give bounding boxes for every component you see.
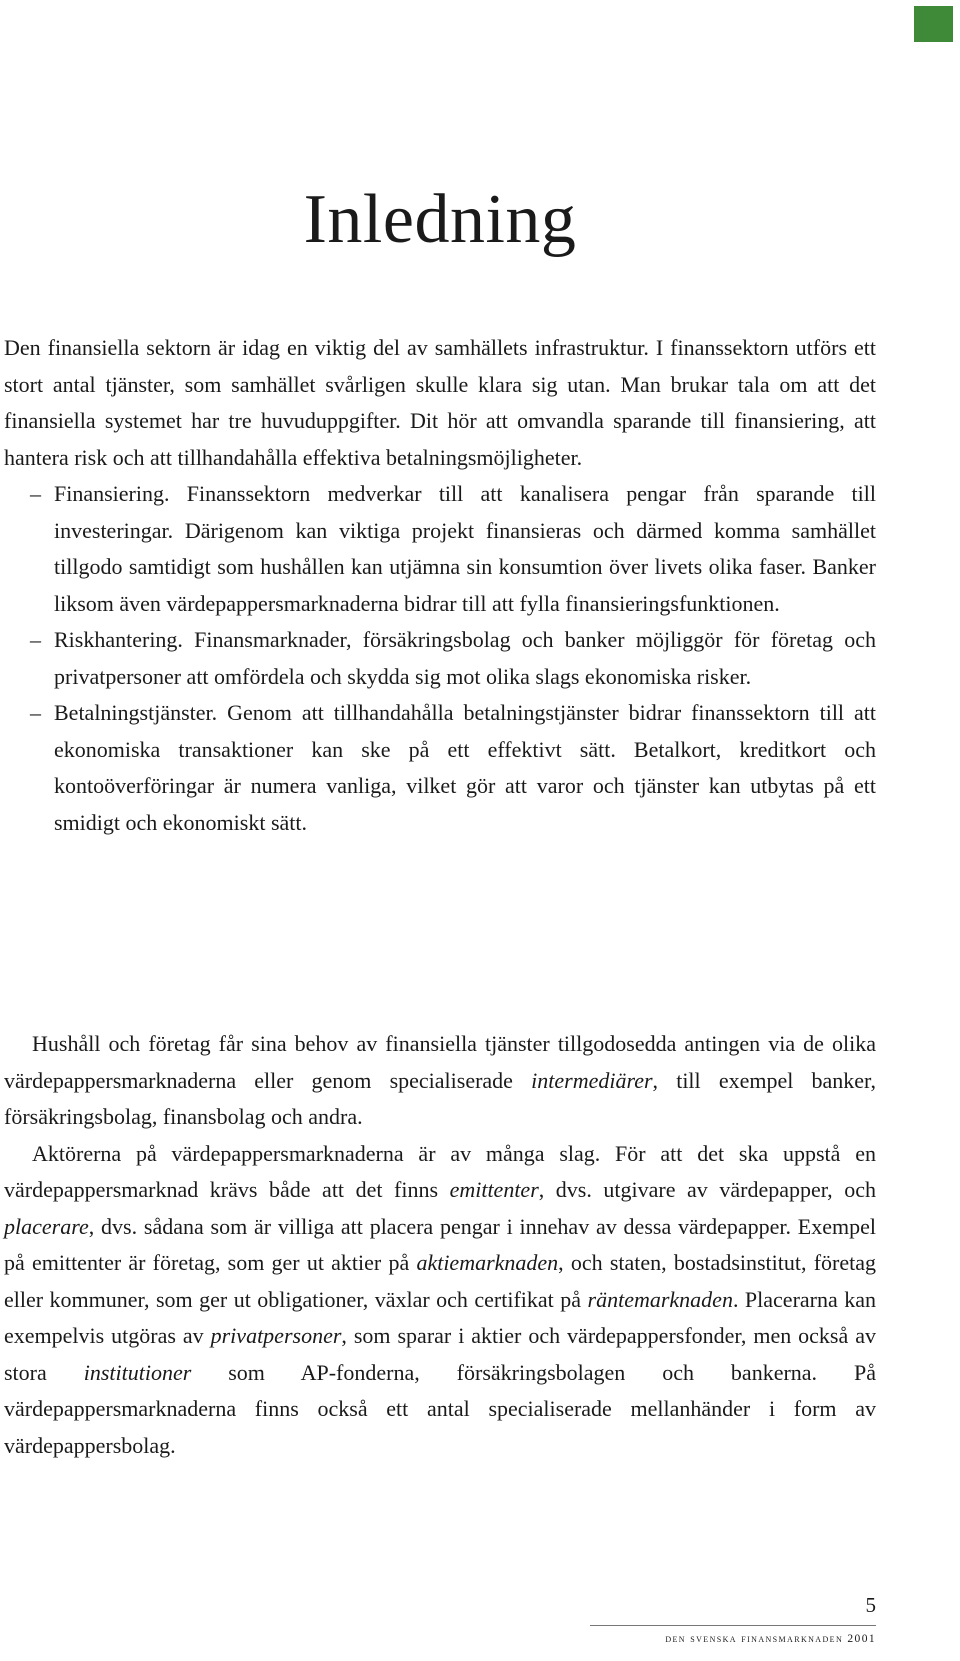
list-item-payment-services [4, 695, 876, 841]
emphasis-term: intermediärer [531, 1067, 653, 1093]
list-item-financing [4, 476, 876, 622]
list-item-text: Betalningstjänster. Genom att tillhandahålla betalningstjänster bidrar finanssektorn till att ekonomiska transaktioner kan ske på ett effektivt sätt. Betalkort, kreditkort och kontoöverföringar är numera vanliga, vilket gör att varor och tjänster kan utbytas på ett smidigt och ekonomiskt sätt. [54, 700, 876, 835]
function-list [4, 476, 876, 841]
dash-bullet: – [30, 481, 41, 506]
body-paragraph: Aktörerna på värdepappersmarknaderna är av många slag. För att det ska uppstå en värdepappersmarknad krävs både att det finns emittenter, dvs. utgivare av värdepapper, och placerare, dvs. sådana som är villiga att placera pengar i innehav av dessa värdepapper. Exempel på emittenter är företag, som ger ut aktier på aktiemarknaden, och staten, bostadsinstitut, företag eller kommuner, som ger ut obligationer, växlar och certifikat på räntemarknaden. Placerarna kan exempelvis utgöras av privatpersoner, som sparar i aktier och värdepappersfonder, men också av stora institutioner som AP-fonderna, försäkringsbolagen och bankerna. På värdepappersmarknaderna finns också ett antal specialiserade mellanhänder i form av värdepappersbolag. [4, 1140, 877, 1458]
emphasis-term: räntemarknaden [587, 1286, 733, 1312]
emphasis-term: placerare [4, 1213, 89, 1239]
dash-bullet: – [30, 627, 41, 652]
emphasis-term: aktiemarknaden [416, 1250, 559, 1275]
intro-section [4, 330, 876, 841]
emphasis-term: institutioner [83, 1359, 192, 1385]
list-item-text: Riskhantering. Finansmarknader, försäkringsbolag och banker möjliggör för företag och privatpersoner att omfördela och skydda sig mot olika slags ekonomiska risker. [54, 627, 876, 689]
running-footer-title: den svenska finansmarknaden 2001 [665, 1633, 876, 1645]
main-text-section [4, 1026, 876, 1464]
footer-divider [590, 1625, 876, 1626]
page-number: 5 [865, 1593, 876, 1617]
intro-paragraph: Den finansiella sektorn är idag en viktig del av samhällets infrastruktur. I finanssektorn utförs ett stort antal tjänster, som samhället svårligen skulle klara sig utan. Man brukar tala om att det finansiella systemet har tre huvuduppgifter. Dit hör att omvandla sparande till finansiering, att hantera risk och att tillhandahålla effektiva betalningsmöjligheter. [4, 335, 876, 470]
section-color-tab [914, 6, 953, 42]
page-title: Inledning [303, 181, 577, 258]
emphasis-term: privatpersoner [210, 1323, 342, 1348]
dash-bullet: – [30, 700, 41, 725]
emphasis-term: emittenter [449, 1177, 539, 1202]
list-item-risk-management [4, 622, 876, 695]
body-paragraph: Hushåll och företag får sina behov av finansiella tjänster tillgodosedda antingen via de olika värdepappersmarknaderna eller genom specialiserade intermediärer, till exempel banker, försäkringsbolag, finansbolag och andra. [4, 1031, 876, 1129]
list-item-text: Finansiering. Finanssektorn medverkar till att kanalisera pengar från sparande till investeringar. Därigenom kan viktiga projekt finansieras och därmed komma samhället tillgodo samtidigt som hushållen kan utjämna sin konsumtion över livets olika faser. Banker liksom även värdepappersmarknaderna bidrar till att fylla finansieringsfunktionen. [54, 481, 876, 616]
